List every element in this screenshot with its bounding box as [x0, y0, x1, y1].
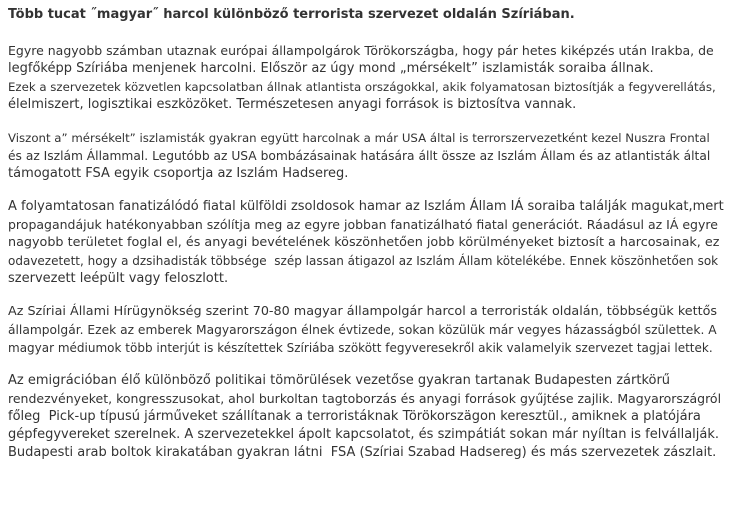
text-line: nagyobb területet foglal el, és anyagi bevételének köszönhetően jobb körülményeket biztosít a harcosainak, ez	[8, 235, 720, 250]
text-line: odavezetett, hogy a dzsihadisták többsége szép lassan átigazol az Iszlám Állam kötelékébe. Ennek köszönhetően sok	[8, 254, 719, 268]
text-line: Viszont a” mérsékelt” iszlamisták gyakran együtt harcolnak a már USA által is terrorszervezetként kezel Nuszra Frontal	[8, 131, 710, 145]
text-line: legfőképp Szíriába menjenek harcolni. Először az úgy mond „mérsékelt” iszlamisták soraiba állnak.	[8, 61, 654, 76]
paragraph	[8, 198, 724, 288]
text-line: élelmiszert, logisztikai eszközöket. Természetesen anyagi források is biztosítva vannak.	[8, 97, 577, 112]
text-line: rendezvényeket, kongresszusokat, ahol burkoltan tagtoborzás és anyagi források gyűjtése zajlik. Magyarországról	[8, 391, 722, 406]
text-line: főleg Pick-up típusú járműveket szállítanak a terroristáknak Törökorszägon keresztül., amiknek a platójára	[8, 409, 701, 424]
text-line: A folyamtatosan fanatizálódó fiatal külföldi zsoldosok hamar az Iszlám Állam IÁ soraiba találják magukat,mert	[8, 199, 724, 214]
text-line: Az Szíriai Állami Hírügynökség szerint 70-80 magyar állampolgár harcol a terroristák oldalán, többségük kettős	[8, 304, 718, 319]
paragraph	[8, 303, 724, 357]
paragraph	[8, 129, 724, 183]
text-line: Egyre nagyobb számban utaznak európai állampolgárok Törökországba, hogy pár hetes kiképzés után Irakba, de	[8, 43, 714, 58]
text-line: magyar médiumok több interjút is készítettek Szíriába szökött fegyveresekről akik valamelyik szervezet tagjai lettek.	[8, 341, 713, 355]
text-line: gépfegyvereket szerelnek. A szervezetekkel ápolt kapcsolatot, és szimpátiát sokan már nyíltan is felvállalják.	[8, 427, 720, 442]
text-line: Budapesti arab boltok kirakatában gyakran látni FSA (Szíriai Szabad Hadsereg) és más szervezetek zászlait.	[8, 445, 717, 460]
text-line: támogatott FSA egyik csoportja az Iszlám Hadsereg.	[8, 166, 349, 181]
paragraph	[8, 372, 724, 462]
text-line: állampolgár. Ezek az emberek Magyarországon élnek évtizede, sokan közülük már vegyes házasságból születtek. A	[8, 323, 717, 337]
text-line: propagandájuk hatékonyabban szólítja meg az egyre jobban fanatizálható fiatal generációt. Ráadásul az IÁ egyre	[8, 217, 718, 232]
text-line: és az Iszlám Állammal. Legutóbb az USA bombázásainak hatására állt össze az Iszlám Állam és az atlantisták által	[8, 149, 711, 163]
article-title: Több tucat ˝magyar˝ harcol különböző terrorista szervezet oldalán Szíriában.	[8, 7, 575, 22]
text-line: szervezett leépült vagy feloszlott.	[8, 271, 229, 286]
paragraph	[8, 42, 724, 114]
text-line: Ezek a szervezetek közvetlen kapcsolatban állnak atlantista országokkal, akik folyamatosan biztosítják a fegyverellátás,	[8, 80, 716, 94]
text-line: Az emigrációban élő különböző politikai tömörülések vezetőse gyakran tartanak Budapesten zártkörű	[8, 373, 671, 388]
